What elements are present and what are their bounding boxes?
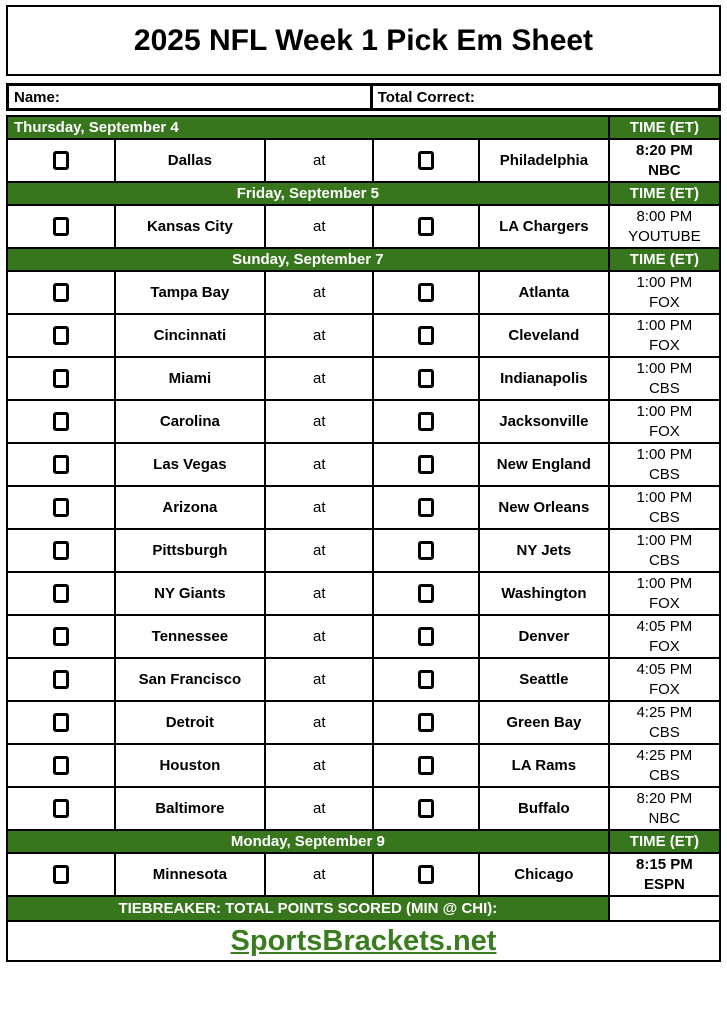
game-network-text: CBS xyxy=(648,508,680,526)
game-time-text: 4:25 PM xyxy=(636,747,693,764)
away-pick-checkbox[interactable] xyxy=(53,498,69,517)
home-team-name: Buffalo xyxy=(479,787,609,830)
home-pick-checkbox[interactable] xyxy=(418,541,434,560)
away-team-name: NY Giants xyxy=(115,572,265,615)
game-row xyxy=(7,853,720,896)
section-header-thursday: Thursday, September 4 xyxy=(7,116,609,139)
away-team-name: Baltimore xyxy=(115,787,265,830)
home-pick-checkbox[interactable] xyxy=(418,670,434,689)
away-pick-checkbox[interactable] xyxy=(53,865,69,884)
footer-row xyxy=(7,921,720,961)
game-network-text: NBC xyxy=(648,161,681,179)
away-pick-cell xyxy=(7,357,115,400)
game-network-text: FOX xyxy=(648,680,680,698)
home-pick-cell xyxy=(373,658,479,701)
game-row xyxy=(7,787,720,830)
home-pick-cell xyxy=(373,615,479,658)
away-pick-checkbox[interactable] xyxy=(53,412,69,431)
away-team-name: Miami xyxy=(115,357,265,400)
away-pick-cell xyxy=(7,205,115,248)
time-et-header: TIME (ET) xyxy=(609,830,720,853)
section-header-monday: Monday, September 9 xyxy=(7,830,609,853)
away-team-name: Dallas xyxy=(115,139,265,182)
game-time xyxy=(609,658,720,701)
home-pick-checkbox[interactable] xyxy=(418,412,434,431)
game-time xyxy=(609,572,720,615)
game-network-text: FOX xyxy=(648,594,680,612)
game-time-text: 1:00 PM xyxy=(636,403,693,420)
away-team-name: Tampa Bay xyxy=(115,271,265,314)
away-pick-cell xyxy=(7,529,115,572)
game-time xyxy=(609,615,720,658)
home-pick-checkbox[interactable] xyxy=(418,584,434,603)
home-team-name: Philadelphia xyxy=(479,139,609,182)
game-time-text: 1:00 PM xyxy=(636,489,693,506)
away-team-name: Las Vegas xyxy=(115,443,265,486)
game-row xyxy=(7,357,720,400)
game-row xyxy=(7,443,720,486)
game-row xyxy=(7,572,720,615)
at-label: at xyxy=(265,658,373,701)
home-pick-cell xyxy=(373,139,479,182)
section-row-thursday xyxy=(7,116,720,139)
away-pick-cell xyxy=(7,853,115,896)
home-pick-cell xyxy=(373,572,479,615)
game-network-text: CBS xyxy=(648,723,680,741)
home-pick-cell xyxy=(373,701,479,744)
home-team-name: Jacksonville xyxy=(479,400,609,443)
home-team-name: New Orleans xyxy=(479,486,609,529)
game-time-text: 4:05 PM xyxy=(636,618,693,635)
game-time xyxy=(609,139,720,182)
game-network-text: CBS xyxy=(648,379,680,397)
game-time-text: 4:05 PM xyxy=(636,661,693,678)
home-team-name: Atlanta xyxy=(479,271,609,314)
home-pick-checkbox[interactable] xyxy=(418,799,434,818)
away-pick-checkbox[interactable] xyxy=(53,455,69,474)
game-time xyxy=(609,486,720,529)
home-pick-checkbox[interactable] xyxy=(418,151,434,170)
away-pick-cell xyxy=(7,701,115,744)
game-time-text: 1:00 PM xyxy=(636,446,693,463)
game-network-text: FOX xyxy=(648,637,680,655)
game-time-text: 8:15 PM xyxy=(636,856,693,873)
home-team-name: Indianapolis xyxy=(479,357,609,400)
home-pick-checkbox[interactable] xyxy=(418,627,434,646)
away-pick-checkbox[interactable] xyxy=(53,713,69,732)
tiebreaker-row xyxy=(7,896,720,921)
at-label: at xyxy=(265,271,373,314)
game-time xyxy=(609,853,720,896)
game-network-text: NBC xyxy=(648,809,681,827)
home-team-name: Cleveland xyxy=(479,314,609,357)
home-team-name: LA Chargers xyxy=(479,205,609,248)
away-pick-cell xyxy=(7,486,115,529)
away-pick-checkbox[interactable] xyxy=(53,541,69,560)
footer-cell xyxy=(7,921,720,961)
away-pick-cell xyxy=(7,443,115,486)
away-pick-checkbox[interactable] xyxy=(53,151,69,170)
game-time xyxy=(609,314,720,357)
game-row xyxy=(7,701,720,744)
game-time-text: 4:25 PM xyxy=(636,704,693,721)
game-network-text: CBS xyxy=(648,551,680,569)
section-row-monday xyxy=(7,830,720,853)
page-title: 2025 NFL Week 1 Pick Em Sheet xyxy=(6,5,721,76)
home-pick-cell xyxy=(373,271,479,314)
time-et-header: TIME (ET) xyxy=(609,182,720,205)
game-time-text: 8:00 PM xyxy=(636,208,693,225)
name-label: Name: xyxy=(14,88,60,106)
at-label: at xyxy=(265,615,373,658)
away-pick-cell xyxy=(7,615,115,658)
name-field[interactable] xyxy=(9,86,373,108)
home-team-name: LA Rams xyxy=(479,744,609,787)
at-label: at xyxy=(265,314,373,357)
at-label: at xyxy=(265,572,373,615)
away-team-name: Tennessee xyxy=(115,615,265,658)
home-team-name: Seattle xyxy=(479,658,609,701)
home-pick-cell xyxy=(373,486,479,529)
game-network-text: CBS xyxy=(648,465,680,483)
game-network-text: ESPN xyxy=(643,875,685,893)
away-team-name: Houston xyxy=(115,744,265,787)
home-team-name: Washington xyxy=(479,572,609,615)
home-team-name: Denver xyxy=(479,615,609,658)
home-pick-checkbox[interactable] xyxy=(418,455,434,474)
game-row xyxy=(7,271,720,314)
home-pick-cell xyxy=(373,443,479,486)
at-label: at xyxy=(265,400,373,443)
away-pick-cell xyxy=(7,139,115,182)
game-row xyxy=(7,486,720,529)
at-label: at xyxy=(265,853,373,896)
away-pick-checkbox[interactable] xyxy=(53,627,69,646)
away-team-name: Arizona xyxy=(115,486,265,529)
away-team-name: Pittsburgh xyxy=(115,529,265,572)
home-team-name: Green Bay xyxy=(479,701,609,744)
away-pick-cell xyxy=(7,787,115,830)
game-row xyxy=(7,529,720,572)
name-total-row xyxy=(6,83,721,111)
away-pick-checkbox[interactable] xyxy=(53,584,69,603)
game-time-text: 1:00 PM xyxy=(636,317,693,334)
game-time xyxy=(609,400,720,443)
game-time-text: 1:00 PM xyxy=(636,575,693,592)
game-row xyxy=(7,400,720,443)
away-pick-cell xyxy=(7,572,115,615)
game-row xyxy=(7,658,720,701)
tiebreaker-input[interactable] xyxy=(609,896,720,921)
game-network-text: FOX xyxy=(648,293,680,311)
home-pick-checkbox[interactable] xyxy=(418,283,434,302)
home-team-name: NY Jets xyxy=(479,529,609,572)
at-label: at xyxy=(265,701,373,744)
away-team-name: Minnesota xyxy=(115,853,265,896)
home-pick-cell xyxy=(373,853,479,896)
game-time-text: 8:20 PM xyxy=(636,790,693,807)
home-pick-checkbox[interactable] xyxy=(418,865,434,884)
at-label: at xyxy=(265,443,373,486)
at-label: at xyxy=(265,744,373,787)
at-label: at xyxy=(265,205,373,248)
home-pick-checkbox[interactable] xyxy=(418,498,434,517)
game-time xyxy=(609,701,720,744)
away-pick-checkbox[interactable] xyxy=(53,283,69,302)
total-correct-field[interactable] xyxy=(373,86,718,108)
game-time xyxy=(609,744,720,787)
away-team-name: Carolina xyxy=(115,400,265,443)
at-label: at xyxy=(265,529,373,572)
game-row xyxy=(7,205,720,248)
home-pick-cell xyxy=(373,205,479,248)
game-time-text: 1:00 PM xyxy=(636,532,693,549)
home-pick-cell xyxy=(373,400,479,443)
game-time-text: 1:00 PM xyxy=(636,360,693,377)
game-row xyxy=(7,744,720,787)
away-pick-checkbox[interactable] xyxy=(53,217,69,236)
tiebreaker-label: TIEBREAKER: TOTAL POINTS SCORED (MIN @ CHI): xyxy=(7,896,609,921)
at-label: at xyxy=(265,787,373,830)
game-row xyxy=(7,314,720,357)
section-row-friday xyxy=(7,182,720,205)
game-network-text: YOUTUBE xyxy=(628,227,701,245)
section-header-sunday: Sunday, September 7 xyxy=(7,248,609,271)
game-time xyxy=(609,787,720,830)
game-time xyxy=(609,529,720,572)
away-pick-checkbox[interactable] xyxy=(53,799,69,818)
sportsbrackets-link[interactable]: SportsBrackets.net xyxy=(230,924,497,957)
game-network-text: CBS xyxy=(648,766,680,784)
time-et-header: TIME (ET) xyxy=(609,116,720,139)
game-time xyxy=(609,205,720,248)
away-pick-cell xyxy=(7,271,115,314)
home-pick-checkbox[interactable] xyxy=(418,217,434,236)
total-correct-label: Total Correct: xyxy=(377,88,475,106)
home-pick-cell xyxy=(373,744,479,787)
away-pick-cell xyxy=(7,658,115,701)
home-team-name: Chicago xyxy=(479,853,609,896)
game-time xyxy=(609,357,720,400)
time-et-header: TIME (ET) xyxy=(609,248,720,271)
home-pick-cell xyxy=(373,357,479,400)
home-pick-checkbox[interactable] xyxy=(418,756,434,775)
home-pick-checkbox[interactable] xyxy=(418,713,434,732)
game-network-text: FOX xyxy=(648,422,680,440)
at-label: at xyxy=(265,139,373,182)
away-team-name: Detroit xyxy=(115,701,265,744)
away-pick-cell xyxy=(7,744,115,787)
game-network-text: FOX xyxy=(648,336,680,354)
section-row-sunday xyxy=(7,248,720,271)
game-row xyxy=(7,615,720,658)
away-pick-checkbox[interactable] xyxy=(53,670,69,689)
game-row xyxy=(7,139,720,182)
away-pick-checkbox[interactable] xyxy=(53,369,69,388)
away-pick-checkbox[interactable] xyxy=(53,756,69,775)
pickem-table xyxy=(6,115,721,962)
game-time xyxy=(609,271,720,314)
home-team-name: New England xyxy=(479,443,609,486)
home-pick-cell xyxy=(373,529,479,572)
home-pick-cell xyxy=(373,787,479,830)
away-team-name: Kansas City xyxy=(115,205,265,248)
home-pick-checkbox[interactable] xyxy=(418,369,434,388)
at-label: at xyxy=(265,357,373,400)
game-time xyxy=(609,443,720,486)
away-team-name: Cincinnati xyxy=(115,314,265,357)
game-time-text: 8:20 PM xyxy=(636,142,693,159)
away-team-name: San Francisco xyxy=(115,658,265,701)
at-label: at xyxy=(265,486,373,529)
home-pick-checkbox[interactable] xyxy=(418,326,434,345)
away-pick-cell xyxy=(7,400,115,443)
section-header-friday: Friday, September 5 xyxy=(7,182,609,205)
game-time-text: 1:00 PM xyxy=(636,274,693,291)
away-pick-checkbox[interactable] xyxy=(53,326,69,345)
home-pick-cell xyxy=(373,314,479,357)
away-pick-cell xyxy=(7,314,115,357)
